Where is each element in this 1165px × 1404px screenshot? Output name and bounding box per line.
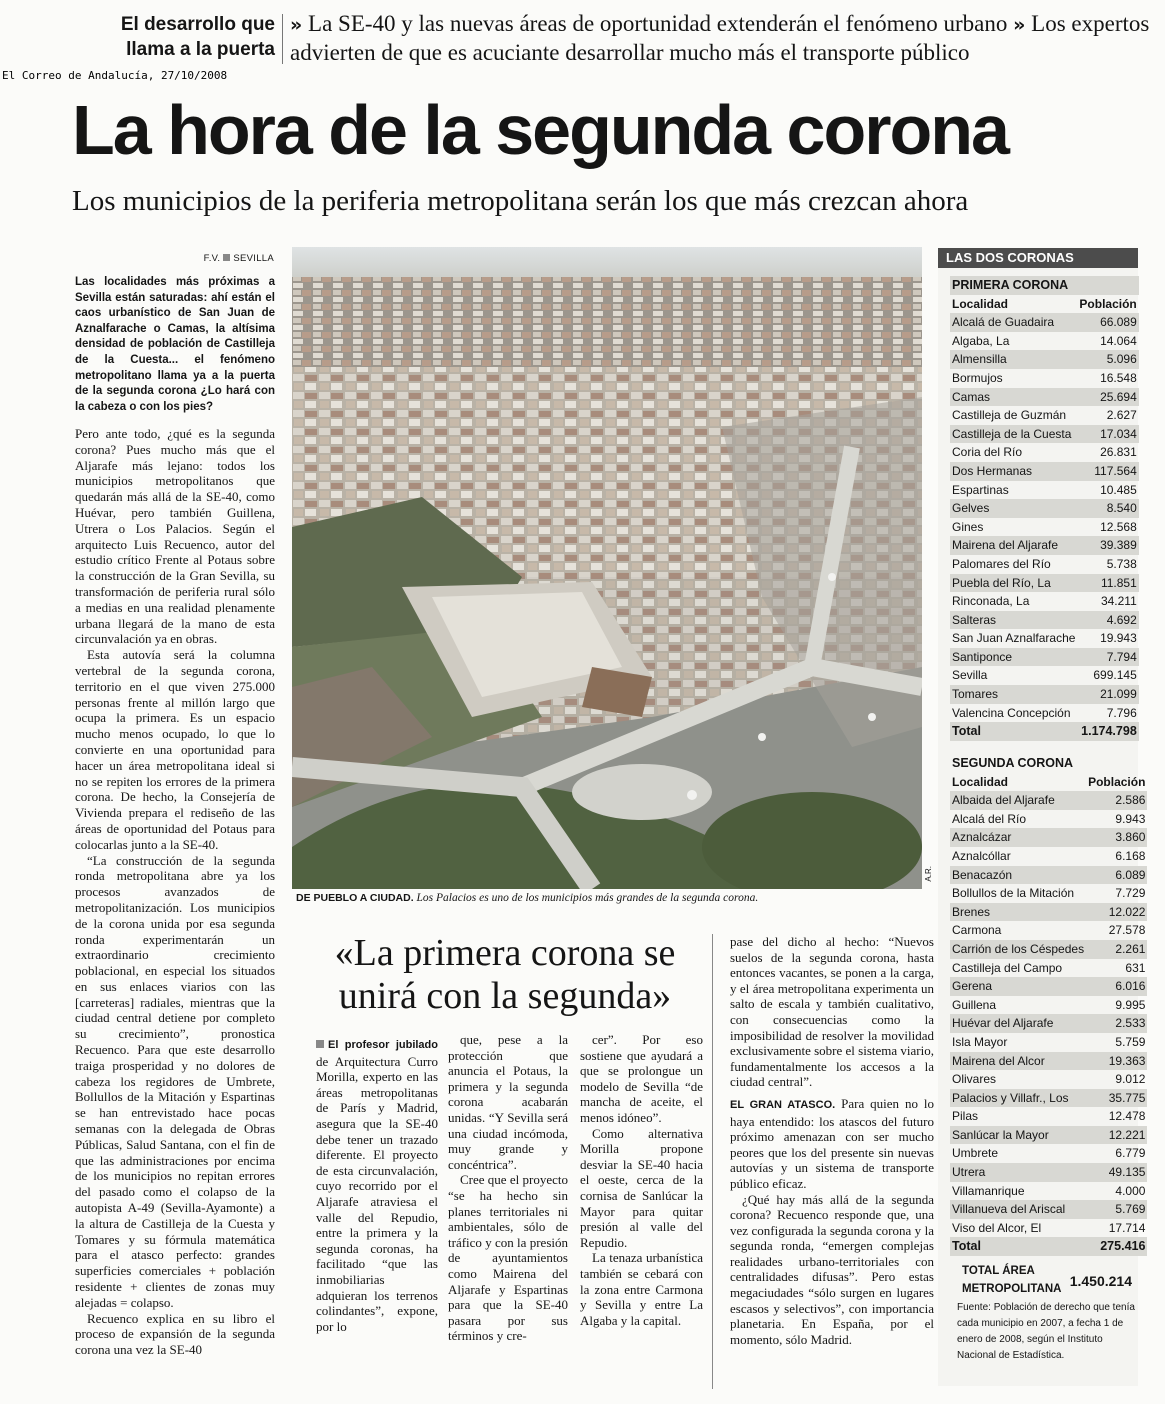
population-cell: 27.578 xyxy=(1108,923,1146,938)
population-cell: 6.779 xyxy=(1115,1146,1146,1161)
table-row xyxy=(950,518,1139,537)
locality-cell: Alcalá de Guadaira xyxy=(950,313,1077,332)
table-row xyxy=(950,921,1147,940)
table-row xyxy=(950,499,1139,518)
table-row xyxy=(950,940,1147,959)
byline-place: SEVILLA xyxy=(233,253,274,264)
grand-total-label-2: METROPOLITANA xyxy=(962,1283,1062,1295)
table-row xyxy=(950,1182,1147,1201)
locality-cell: Santiponce xyxy=(950,648,1077,667)
table-row xyxy=(950,996,1147,1015)
locality-cell: Isla Mayor xyxy=(952,1034,1008,1049)
column-d-p3: ¿Qué hay más allá de la segunda corona? Recuenco responde que, una vez configurada la segunda corona y la segunda ronda, “emergen complejas realidades urbano-territoriales con centralidades difusas”. Pero estas megaciudades “sólo surgen en lugares escasos y selectivos”, con importancia planetaria. En España, por el momento, sólo Madrid. xyxy=(730,1191,934,1347)
first-total-label: Total xyxy=(950,722,1077,741)
first-crown-title: PRIMERA CORONA xyxy=(950,276,1139,295)
table-row xyxy=(950,959,1147,978)
table-row xyxy=(950,574,1139,593)
table-row xyxy=(950,388,1139,407)
square-bullet-icon xyxy=(223,254,230,261)
locality-cell: Tomares xyxy=(950,685,1077,704)
locality-cell: Dos Hermanas xyxy=(950,462,1077,481)
locality-cell: Villanueva del Ariscal xyxy=(950,1200,1086,1219)
locality-cell: Albaida del Aljarafe xyxy=(950,791,1086,810)
locality-cell: Bollullos de la Mitación xyxy=(952,886,1075,901)
table-row xyxy=(950,462,1139,481)
population-cell: 14.064 xyxy=(1100,333,1137,348)
table-row xyxy=(950,1107,1147,1126)
column-d-rubric: EL GRAN ATASCO. xyxy=(730,1098,836,1111)
locality-cell: Carrión de los Céspedes xyxy=(950,940,1086,959)
byline xyxy=(72,253,274,264)
locality-cell: Umbrete xyxy=(952,1146,999,1161)
table-row xyxy=(950,592,1139,611)
column-header-locality: Localidad xyxy=(952,296,1009,311)
population-cell: 117.564 xyxy=(1077,462,1138,481)
table-row xyxy=(950,1070,1147,1089)
square-bullet-icon xyxy=(316,1040,324,1048)
locality-cell: Puebla del Río, La xyxy=(950,574,1077,593)
population-cell: 35.775 xyxy=(1086,1089,1147,1108)
locality-cell: Brenes xyxy=(950,903,1086,922)
locality-cell: Gines xyxy=(952,519,984,534)
first-crown-table xyxy=(950,276,1139,741)
locality-cell: Coria del Río xyxy=(952,445,1023,460)
population-cell: 12.478 xyxy=(1108,1109,1146,1124)
column-a-lead: El profesor jubilado xyxy=(316,1039,438,1051)
population-cell: 10.485 xyxy=(1100,482,1137,497)
locality-cell: Mairena del Aljarafe xyxy=(950,536,1077,555)
population-cell: 8.540 xyxy=(1077,499,1138,518)
population-cell: 9.995 xyxy=(1115,997,1146,1012)
table-row xyxy=(950,1014,1147,1033)
photo-credit: A.R. xyxy=(924,866,933,882)
column-b xyxy=(448,1032,568,1344)
locality-cell: San Juan Aznalfarache xyxy=(952,631,1076,646)
table-row xyxy=(950,1033,1147,1052)
table-row xyxy=(950,977,1147,996)
table-row xyxy=(950,1089,1147,1108)
column-divider xyxy=(712,934,713,1389)
locality-cell: Utrera xyxy=(950,1163,1086,1182)
locality-cell: Valencina Concepción xyxy=(952,705,1071,720)
table-row xyxy=(950,1163,1147,1182)
first-total-value: 1.174.798 xyxy=(1077,722,1138,741)
table-row xyxy=(950,666,1139,685)
locality-cell: Sevilla xyxy=(952,668,988,683)
column-d xyxy=(730,934,934,1347)
deck-line-2: Los expertos advierten de que es acuciante desarrollar mucho más el transporte público xyxy=(290,11,1150,65)
paragraph: Recuenco explica en su libro el proceso de expansión de la segunda corona una vez la SE-40 xyxy=(75,1310,275,1358)
grand-total-value: 1.450.214 xyxy=(1069,1273,1132,1289)
paragraph: Pero ante todo, ¿qué es la segunda corona? Pues mucho más que el Aljarafe más lejano: todos los municipios metropolitanos que quedarán más allá de la SE-40, como Huévar, pero también Guillena, Utrera o Los Palacios. Según el arquitecto Luis Recuenco, autor del estudio crítico Frente al Potaus sobre la construcción de la Gran Sevilla, su transformación de periferia rural sólo a medias en una realidad plenamente urbana llegará de la mano de esta circunvalación ya en obras. xyxy=(75,426,275,647)
population-cell: 2.627 xyxy=(1106,408,1137,423)
column-a xyxy=(316,1036,438,1334)
second-crown-table xyxy=(950,754,1147,1256)
kicker-divider xyxy=(282,14,283,64)
table-row xyxy=(950,1052,1147,1071)
population-cell: 6.168 xyxy=(1115,848,1146,863)
grand-total xyxy=(962,1262,1132,1298)
table-row xyxy=(950,903,1147,922)
population-cell: 7.794 xyxy=(1077,648,1138,667)
table-row xyxy=(950,611,1139,630)
locality-cell: Viso del Alcor, El xyxy=(952,1220,1042,1235)
population-cell: 21.099 xyxy=(1077,685,1138,704)
population-cell: 7.729 xyxy=(1115,886,1146,901)
source-note: Fuente: Población de derecho que tenía cada municipio en 2007, a fecha 1 de enero de 2008, según el Instituto Nacional de Estadística. xyxy=(957,1302,1135,1361)
locality-cell: Aznalcázar xyxy=(950,828,1086,847)
population-cell: 5.769 xyxy=(1086,1200,1147,1219)
population-cell: 9.012 xyxy=(1115,1072,1146,1087)
population-cell: 7.796 xyxy=(1106,705,1137,720)
locality-cell: Camas xyxy=(950,388,1077,407)
column-header-locality: Localidad xyxy=(952,774,1009,789)
population-cell: 631 xyxy=(1125,960,1146,975)
locality-cell: Salteras xyxy=(950,611,1077,630)
paragraph: “La construcción de la segunda ronda metropolitana abre ya los procesos avanzados de metropolitanización. Los municipios de la corona unida por esa segunda ronda experimentarán un extraordinario crecimiento poblacional, en especial los situados en sus enlaces viarios con las [carreteras] radiales, mientras que la ciudad central detiene por completo su crecimiento”, pronostica Recuenco. Para que este desarrollo traiga prosperidad y no dolores de cabeza los regidores de Umbrete, Bollullos de la Mitación y Espartinas se han entrevistado hace pocas semanas con la delegada de Obras Públicas, Salud Santana, con el fin de que las administraciones por encima de los municipios no repitan errores del pasado como el colapso de la autopista A-49 (Sevilla-Ayamonte) a la altura de Castilleja de la Cuesta y Tomares y su fórmula matemática para el atasco perfecto: grandes superficies comerciales + población residente + clientes de zonas muy alejadas = colapso. xyxy=(75,852,275,1310)
column-d-p1: pase del dicho al hecho: “Nuevos suelos de la segunda corona, hasta entonces vacantes, se ponen a la carga, y el área metropolitana experimenta un salto de escala y también cualitativo, con consecuencias como la imposibilidad de resolver la movilidad exclusivamente sobre el sistema viario, fundamentalmente los accesos a la ciudad central”. xyxy=(730,934,934,1090)
table-row xyxy=(950,810,1147,829)
locality-cell: Sanlúcar la Mayor xyxy=(950,1126,1086,1145)
pull-quote: «La primera corona se unirá con la segunda» xyxy=(334,932,676,1017)
locality-cell: Alcalá del Río xyxy=(952,811,1027,826)
table-row xyxy=(950,369,1139,388)
population-cell: 4.692 xyxy=(1077,611,1138,630)
locality-cell: Gerena xyxy=(950,977,1086,996)
paragraph: La tenaza urbanística también se cebará con la zona entre Carmona y Sevilla y entre La Algaba y la capital. xyxy=(580,1250,703,1328)
headline: La hora de la segunda corona xyxy=(72,91,1008,169)
table-row xyxy=(950,866,1147,885)
locality-cell: Castilleja de Guzmán xyxy=(952,408,1067,423)
locality-cell: Algaba, La xyxy=(952,333,1010,348)
locality-cell: Huévar del Aljarafe xyxy=(950,1014,1086,1033)
population-sidebar xyxy=(938,248,1146,1386)
population-cell: 2.586 xyxy=(1086,791,1147,810)
population-cell: 5.096 xyxy=(1077,350,1138,369)
second-crown-title: SEGUNDA CORONA xyxy=(952,756,1074,770)
population-cell: 12.221 xyxy=(1086,1126,1147,1145)
column-c xyxy=(580,1032,703,1328)
table-row xyxy=(950,1126,1147,1145)
left-column xyxy=(75,426,275,1358)
table-row xyxy=(950,406,1139,425)
table-row xyxy=(950,648,1139,667)
locality-cell: Villamanrique xyxy=(952,1183,1025,1198)
table-row xyxy=(950,555,1139,574)
population-cell: 19.363 xyxy=(1086,1052,1147,1071)
table-row xyxy=(950,791,1147,810)
column-a-text: de Arquitectura Curro Morilla, experto en las áreas metropolitanas de París y Madrid, asegura que la SE-40 debe tener un trazado diferente. El proyecto de esta circunvalación, cuyo recorrido por el Aljarafe atraviesa el valle del Repudio, entre la primera y la segunda coronas, ha facilitado “que las inmobiliarias adquieran los terrenos colindantes”, expone, por lo xyxy=(316,1053,438,1334)
deck xyxy=(290,10,1160,66)
table-row xyxy=(950,481,1139,500)
aerial-town-photo xyxy=(292,247,922,889)
locality-cell: Espartinas xyxy=(952,482,1009,497)
population-cell: 6.089 xyxy=(1086,866,1147,885)
sidebar-title: LAS DOS CORONAS xyxy=(938,248,1138,268)
table-row xyxy=(950,884,1147,903)
locality-cell: Palacios y Villafr., Los xyxy=(950,1089,1086,1108)
grand-total-label-1: TOTAL ÁREA xyxy=(962,1265,1035,1277)
paragraph: Esta autovía será la columna vertebral de la segunda corona, territorio en el que viven 275.000 personas frente al millón largo que ocupa la primera. Es un espacio mucho menos ocupado, lo que lo convierte en una oportunidad para hacer un área metropolitana ideal si no se repiten los errores de la primera corona. De hecho, la Consejería de Vivienda prepara el rediseño de las áreas de oportunidad del Potaus para colocarlas junto a la SE-40. xyxy=(75,647,275,852)
table-row xyxy=(950,828,1147,847)
table-row xyxy=(950,332,1139,351)
population-cell: 19.943 xyxy=(1100,631,1137,646)
table-row xyxy=(950,1200,1147,1219)
population-cell: 4.000 xyxy=(1115,1183,1146,1198)
lede-paragraph: Las localidades más próximas a Sevilla están saturadas: ahí están el caos urbanístico de San Juan de Aznalfarache o Camas, la altísima densidad de población de Castilleja de la Cuesta... el fenómeno metropolitano llama ya a la puerta de la segunda corona ¿Lo hará con la cabeza o con los pies? xyxy=(75,276,275,413)
column-header-population: Población xyxy=(1079,296,1137,311)
population-cell: 699.145 xyxy=(1093,668,1137,683)
population-cell: 17.714 xyxy=(1108,1220,1146,1235)
source-stamp: El Correo de Andalucía, 27/10/2008 xyxy=(2,69,228,82)
byline-author: F.V. xyxy=(203,253,221,264)
table-row xyxy=(950,704,1139,723)
population-cell: 26.831 xyxy=(1100,445,1137,460)
locality-cell: Castilleja de la Cuesta xyxy=(950,425,1077,444)
locality-cell: Olivares xyxy=(952,1072,997,1087)
locality-cell: Benacazón xyxy=(950,866,1086,885)
locality-cell: Gelves xyxy=(950,499,1077,518)
table-row xyxy=(950,1144,1147,1163)
deck-line-1: La SE-40 y las nuevas áreas de oportunidad extenderán el fenómeno urbano xyxy=(308,11,1008,36)
paragraph: Como alternativa Morilla propone desviar la SE-40 hacia el oeste, cerca de la cornisa de Sanlúcar la Mayor para quitar presión al valle del Repudio. xyxy=(580,1125,703,1250)
population-cell: 34.211 xyxy=(1100,594,1137,609)
column-header-population: Población xyxy=(1088,774,1146,789)
paragraph: Cree que el proyecto “se ha hecho sin planes territoriales ni ambientales, sólo de tráfico y con la presión de ayuntamientos como Mairena del Aljarafe y Espartinas para que la SE-40 pasara por sus términos y cre- xyxy=(448,1172,568,1344)
population-cell: 49.135 xyxy=(1086,1163,1147,1182)
population-cell: 2.533 xyxy=(1086,1014,1147,1033)
population-cell: 39.389 xyxy=(1077,536,1138,555)
table-row xyxy=(950,629,1139,648)
table-row xyxy=(950,536,1139,555)
population-cell: 5.738 xyxy=(1106,556,1137,571)
section-kicker: El desarrollo que llama a la puerta xyxy=(120,14,275,60)
second-total-value: 275.416 xyxy=(1086,1237,1147,1256)
table-row xyxy=(950,847,1147,866)
locality-cell: Pilas xyxy=(952,1109,979,1124)
population-cell: 11.851 xyxy=(1077,574,1138,593)
locality-cell: Castilleja del Campo xyxy=(952,960,1063,975)
population-cell: 17.034 xyxy=(1077,425,1138,444)
locality-cell: Aznalcóllar xyxy=(952,848,1011,863)
table-row xyxy=(950,443,1139,462)
caption-text: Los Palacios es uno de los municipios más grandes de la segunda corona. xyxy=(416,892,759,904)
population-cell: 12.022 xyxy=(1086,903,1147,922)
subheadline: Los municipios de la periferia metropolitana serán los que más crezcan ahora xyxy=(72,185,969,217)
locality-cell: Palomares del Río xyxy=(952,556,1051,571)
locality-cell: Guillena xyxy=(952,997,997,1012)
locality-cell: Mairena del Alcor xyxy=(950,1052,1086,1071)
locality-cell: Rinconada, La xyxy=(952,594,1030,609)
locality-cell: Bormujos xyxy=(952,370,1003,385)
population-cell: 16.548 xyxy=(1100,370,1137,385)
paragraph: que, pese a la protección que anuncia el Potaus, la primera y la segunda corona acabarán unidas. “Y Sevilla será una ciudad incómoda, muy grande y concéntrica”. xyxy=(448,1032,568,1172)
table-row xyxy=(950,685,1139,704)
table-row xyxy=(950,313,1139,332)
population-cell: 9.943 xyxy=(1115,811,1146,826)
population-cell: 2.261 xyxy=(1086,940,1147,959)
paragraph: cer”. Por eso sostiene que ayudará a que se prolongue un modelo de Sevilla “de mancha de aceite, el menos idóneo”. xyxy=(580,1032,703,1125)
second-total-label: Total xyxy=(950,1237,1086,1256)
column-d-p2: Para quien no lo haya entendido: los atascos del futuro próximo amenazan con ser mucho peores que los del presente sin nuevas autovías y un sistema de transporte público eficaz. xyxy=(730,1095,935,1191)
locality-cell: Almensilla xyxy=(950,350,1077,369)
chevron-right-icon: » xyxy=(290,14,303,36)
chevron-right-icon: » xyxy=(1013,14,1026,36)
population-cell: 66.089 xyxy=(1077,313,1138,332)
table-row xyxy=(950,1219,1147,1238)
photo-caption xyxy=(296,891,926,905)
population-cell: 6.016 xyxy=(1086,977,1147,996)
caption-lead: DE PUEBLO A CIUDAD. xyxy=(296,892,414,904)
population-cell: 5.759 xyxy=(1115,1034,1146,1049)
table-row xyxy=(950,425,1139,444)
locality-cell: Carmona xyxy=(952,923,1002,938)
population-cell: 3.860 xyxy=(1086,828,1147,847)
table-row xyxy=(950,350,1139,369)
population-cell: 25.694 xyxy=(1077,388,1138,407)
population-cell: 12.568 xyxy=(1100,519,1137,534)
